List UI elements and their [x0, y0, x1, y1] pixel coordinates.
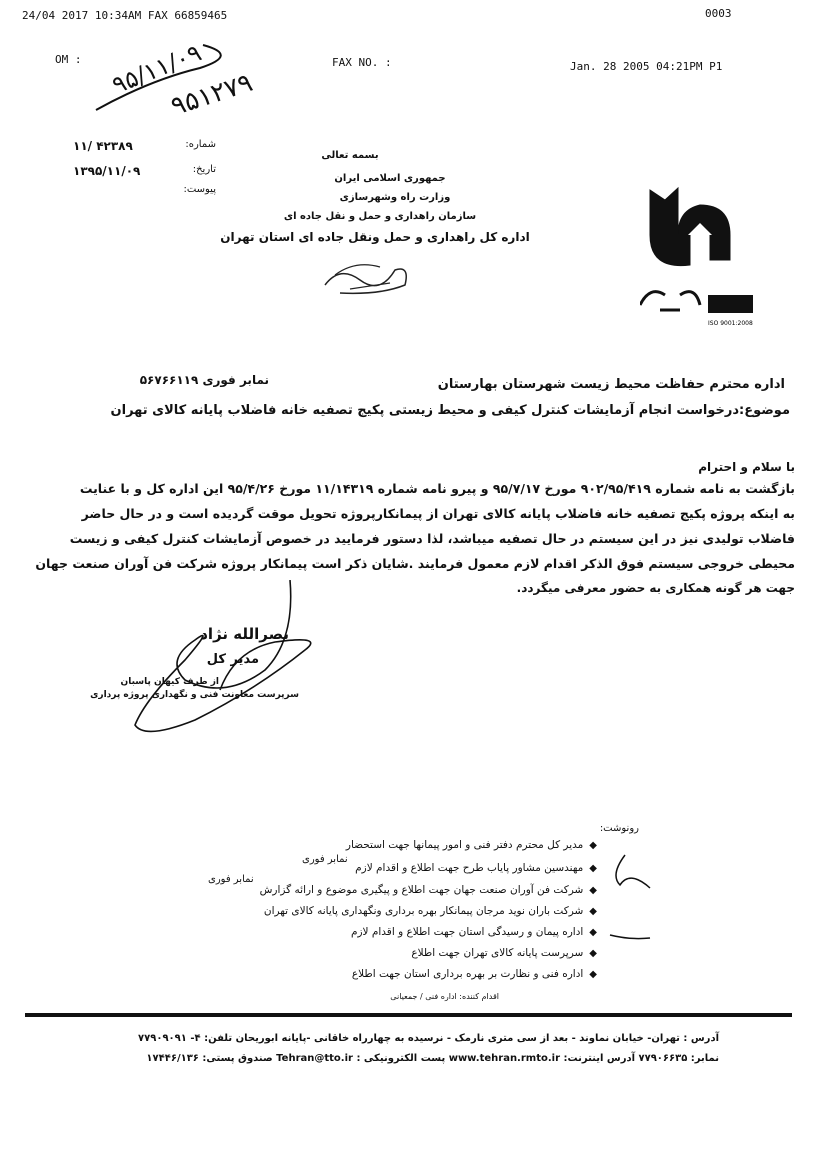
fax-transmission-header: 24/04 2017 10:34AM FAX 66859465 — [22, 9, 228, 22]
subject: موضوع:درخواست انجام آزمایشات کنترل کیفی و محیط زیستی پکیج تصفیه خانه فاضلاب پایانه کالای تهران — [110, 403, 790, 418]
signatory-line2: سرپرست معاونت فنی و نگهداری پروژه پرداری — [90, 690, 299, 700]
country-name: جمهوری اسلامی ایران — [334, 173, 446, 184]
cc-item: ◆شرکت باران نوید مرجان پیمانکار بهره برداری ونگهداری پایانه کالای تهران — [263, 905, 597, 917]
fax-no-label: FAX NO. : — [332, 56, 392, 69]
footer-address: آدرس : تهران- خیابان نماوند - بعد از سی متری نارمک - نرسیده به چهارراه خاقانی -پایانه ابوریحان تلفن: ۴- ۷۷۹۰۹۰۹۱ — [138, 1033, 719, 1044]
fax-sent-time: Jan. 28 2005 04:21PM P1 — [570, 60, 723, 73]
bullet-icon: ◆ — [589, 948, 597, 959]
cc-item: ◆اداره پیمان و رسیدگی استان جهت اطلاع و اقدام لازم — [350, 926, 597, 938]
organization-logo — [640, 185, 760, 335]
recipient-fax-note: نمابر فوری ۵۶۷۶۶۱۱۹ — [139, 373, 269, 387]
handwritten-number-bottom: ۹۵۱۲۷۹ — [167, 67, 257, 123]
bullet-icon: ◆ — [589, 863, 597, 874]
prepared-by: اقدام کننده: اداره فنی / جمعیانی — [390, 992, 499, 1001]
cc-item: ◆اداره فنی و نظارت بر بهره برداری استان جهت اطلاع — [351, 968, 597, 980]
letter-date-label: تاریخ: — [192, 164, 216, 175]
cc-item: ◆شرکت فن آوران صنعت جهان جهت اطلاع و پیگیری موضوع و ارائه گزارش — [259, 884, 597, 896]
body-line: محیطی خروجی سیستم فوق الذکر اقدام لازم معمول فرمایند .شایان ذکر است پیمانکار پروژه شرکت فن آوران صنعت جهان — [35, 556, 795, 571]
cc-item: ◆مدیر کل محترم دفتر فنی و امور پیمانها جهت استحضار — [345, 839, 597, 851]
cc-item: ◆مهندسین مشاور پایاب طرح جهت اطلاع و اقدام لازم — [355, 862, 597, 874]
attachment-label: پیوست: — [183, 184, 216, 195]
recipient: اداره محترم حفاظت محیط زیست شهرستان بهارستان — [437, 377, 785, 392]
cc-fax-note: نمابر فوری — [208, 874, 254, 885]
cc-fax-note: نمابر فوری — [302, 854, 348, 865]
signatory-line1: از طرف کیهان پاسبان — [120, 677, 219, 687]
footer-contact: نمابر: ۷۷۹۰۶۶۳۵ آدرس اینترنت: www.tehran.rmto.ir پست الکترونیکی : Tehran@tto.ir صندوق پستی: ۱۷۴۴۶/۱۳۶ — [146, 1053, 719, 1064]
bullet-icon: ◆ — [589, 969, 597, 980]
letter-date: ۱۳۹۵/۱۱/۰۹ — [73, 164, 141, 178]
bullet-icon: ◆ — [589, 927, 597, 938]
iso-logo-text: ISO 9001:2008 — [708, 320, 753, 327]
footer-divider — [25, 1013, 792, 1017]
handwritten-number-top: ۹۵/۱۱/۰۹ — [108, 38, 206, 100]
bismillah: بسمه تعالی — [321, 150, 379, 161]
organization-name: سازمان راهداری و حمل و نقل جاده ای — [283, 211, 477, 222]
department-name: اداره کل راهداری و حمل ونقل جاده ای استان تهران — [220, 230, 530, 244]
body-line: بازگشت به نامه شماره ۹۰۲/۹۵/۴۱۹ مورخ ۹۵/۷/۱۷ و پیرو نامه شماره ۱۱/۱۴۳۱۹ مورخ ۹۵/۴/۲۶ این اداره کل و با عنایت — [79, 481, 795, 496]
ministry-name: وزارت راه وشهرسازی — [339, 192, 451, 203]
fax-page-counter: 0003 — [705, 7, 732, 20]
fax-om-label: OM : — [55, 53, 82, 66]
cc-item: ◆سرپرست پایانه کالای تهران جهت اطلاع — [411, 947, 597, 959]
handwritten-signature — [125, 580, 325, 740]
signatory-name: نصرالله نژاد — [200, 625, 289, 643]
bullet-icon: ◆ — [589, 885, 597, 896]
bullet-icon: ◆ — [589, 906, 597, 917]
body-line: فاضلاب تولیدی نیز در این سیستم در حال تصفیه میباشد، لذا دستور فرمایید در خصوص آزمایشات کنترل کیفی و زیست — [69, 531, 795, 546]
greeting: با سلام و احترام — [698, 460, 795, 474]
letter-number-label: شماره: — [185, 139, 216, 150]
signatory-title: مدیر کل — [206, 652, 259, 667]
calligraphy-stamp — [320, 255, 415, 300]
cc-label: رونوشت: — [599, 823, 639, 834]
letter-number: ۱۱/ ۴۲۳۸۹ — [73, 139, 133, 153]
handwritten-marks — [605, 850, 655, 950]
bullet-icon: ◆ — [589, 840, 597, 851]
body-line: به اینکه پروژه پکیج تصفیه خانه فاضلاب پایانه کالای تهران از پیمانکارپروژه تحویل موقت گردیده است و در حال حاضر — [81, 506, 795, 521]
body-last-line: جهت هر گونه همکاری به حضور معرفی میگردد. — [516, 581, 795, 595]
